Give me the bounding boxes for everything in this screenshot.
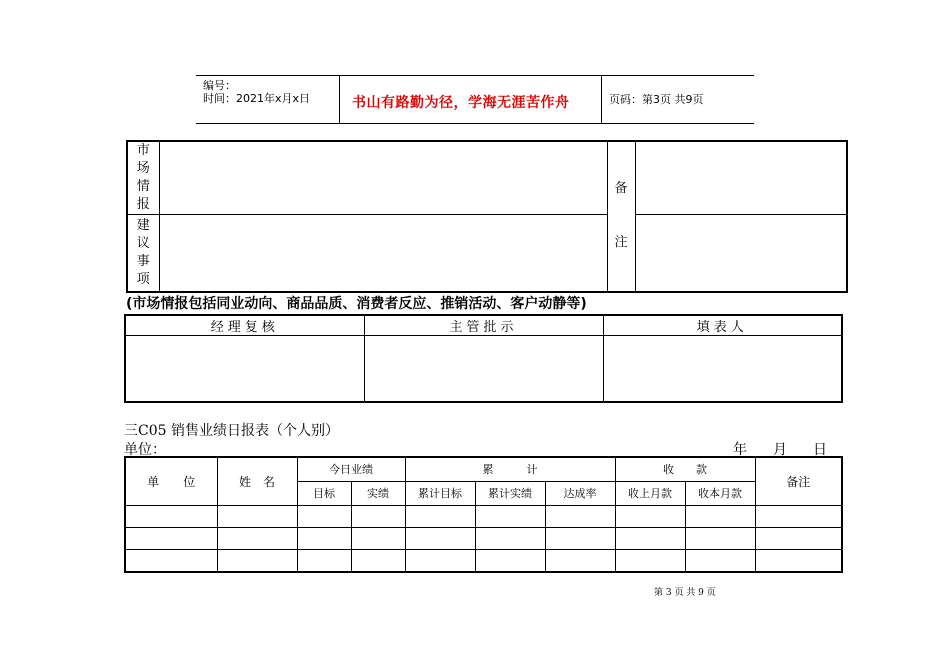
table-cell[interactable] bbox=[297, 549, 351, 572]
remark-bottom: 注 bbox=[614, 235, 628, 251]
unit-label: 单位： bbox=[124, 442, 166, 458]
market-info-label-cell bbox=[127, 141, 159, 215]
sub-header-cum-target: 累计目标 bbox=[405, 481, 475, 505]
table-cell[interactable] bbox=[405, 505, 475, 527]
table-cell[interactable] bbox=[615, 549, 685, 572]
table-cell[interactable] bbox=[351, 549, 405, 572]
market-info-table bbox=[126, 140, 848, 293]
market-info-label: 市场情报 bbox=[136, 143, 150, 212]
remark-label-cell bbox=[607, 141, 635, 292]
header-bottom-rule bbox=[196, 123, 754, 124]
sub-header-achievement: 达成率 bbox=[545, 481, 615, 505]
table-cell[interactable] bbox=[405, 549, 475, 572]
filler-header: 填表人 bbox=[603, 315, 842, 336]
table-cell[interactable] bbox=[685, 505, 755, 527]
table-cell[interactable] bbox=[545, 505, 615, 527]
unit-header: 单 位 bbox=[125, 457, 217, 505]
manager-review-header: 经理复核 bbox=[125, 315, 364, 336]
market-info-content[interactable] bbox=[159, 141, 607, 215]
collection-header: 收 款 bbox=[615, 457, 755, 481]
table-cell[interactable] bbox=[217, 505, 297, 527]
suggestion-content[interactable] bbox=[159, 215, 607, 292]
table-cell[interactable] bbox=[405, 527, 475, 549]
table-cell[interactable] bbox=[125, 527, 217, 549]
table-cell[interactable] bbox=[755, 527, 842, 549]
table-cell[interactable] bbox=[125, 505, 217, 527]
market-info-note: (市场情报包括同业动向、商品品质、消费者反应、推销活动、客户动静等) bbox=[126, 296, 587, 312]
sub-header-this-month: 收本月款 bbox=[685, 481, 755, 505]
remark-content-top[interactable] bbox=[635, 141, 847, 215]
table-cell[interactable] bbox=[615, 505, 685, 527]
table-cell[interactable] bbox=[297, 505, 351, 527]
manager-review-cell[interactable] bbox=[125, 336, 364, 402]
table-cell[interactable] bbox=[475, 549, 545, 572]
filler-cell[interactable] bbox=[603, 336, 842, 402]
date-day: 日 bbox=[813, 442, 827, 458]
table-cell[interactable] bbox=[685, 527, 755, 549]
table-cell[interactable] bbox=[545, 527, 615, 549]
supervisor-approval-cell[interactable] bbox=[364, 336, 603, 402]
sales-performance-table bbox=[124, 456, 843, 573]
table-cell[interactable] bbox=[755, 505, 842, 527]
table-cell[interactable] bbox=[755, 549, 842, 572]
time-label: 时间：2021年x月x日 bbox=[203, 92, 311, 105]
table-cell[interactable] bbox=[685, 549, 755, 572]
suggestion-label: 建议事项 bbox=[136, 217, 150, 287]
signoff-table bbox=[124, 314, 843, 403]
table-row bbox=[125, 505, 842, 527]
page-footer: 第 3 页 共 9 页 bbox=[654, 588, 716, 598]
sub-header-actual: 实绩 bbox=[351, 481, 405, 505]
header-top-rule bbox=[196, 75, 754, 76]
sub-header-cum-actual: 累计实绩 bbox=[475, 481, 545, 505]
header-divider-left bbox=[339, 75, 340, 123]
table-cell[interactable] bbox=[615, 527, 685, 549]
name-header: 姓 名 bbox=[217, 457, 297, 505]
table-row bbox=[125, 549, 842, 572]
table-cell[interactable] bbox=[545, 549, 615, 572]
sub-header-last-month: 收上月款 bbox=[615, 481, 685, 505]
date-year: 年 bbox=[733, 442, 747, 458]
today-performance-header: 今日业绩 bbox=[297, 457, 405, 481]
table-cell[interactable] bbox=[351, 505, 405, 527]
table-cell[interactable] bbox=[475, 527, 545, 549]
cumulative-header: 累 计 bbox=[405, 457, 615, 481]
suggestion-label-cell bbox=[127, 215, 159, 292]
number-label: 编号： bbox=[203, 79, 236, 92]
date-month: 月 bbox=[773, 442, 787, 458]
table-row bbox=[125, 527, 842, 549]
table-cell[interactable] bbox=[217, 549, 297, 572]
table-cell[interactable] bbox=[351, 527, 405, 549]
table-cell[interactable] bbox=[217, 527, 297, 549]
motto: 书山有路勤为径，学海无涯苦作舟 bbox=[352, 95, 570, 111]
sub-header-target: 目标 bbox=[297, 481, 351, 505]
supervisor-approval-header: 主管批示 bbox=[364, 315, 603, 336]
table-cell[interactable] bbox=[297, 527, 351, 549]
remark-content-bottom[interactable] bbox=[635, 215, 847, 292]
section-title: 三C05 销售业绩日报表（个人别） bbox=[124, 423, 339, 439]
table-cell[interactable] bbox=[475, 505, 545, 527]
table-cell[interactable] bbox=[125, 549, 217, 572]
remark-header: 备注 bbox=[755, 457, 842, 505]
header-divider-right bbox=[601, 75, 602, 123]
remark-top: 备 bbox=[614, 181, 628, 197]
page-info: 页码：第3页 共9页 bbox=[609, 93, 704, 106]
